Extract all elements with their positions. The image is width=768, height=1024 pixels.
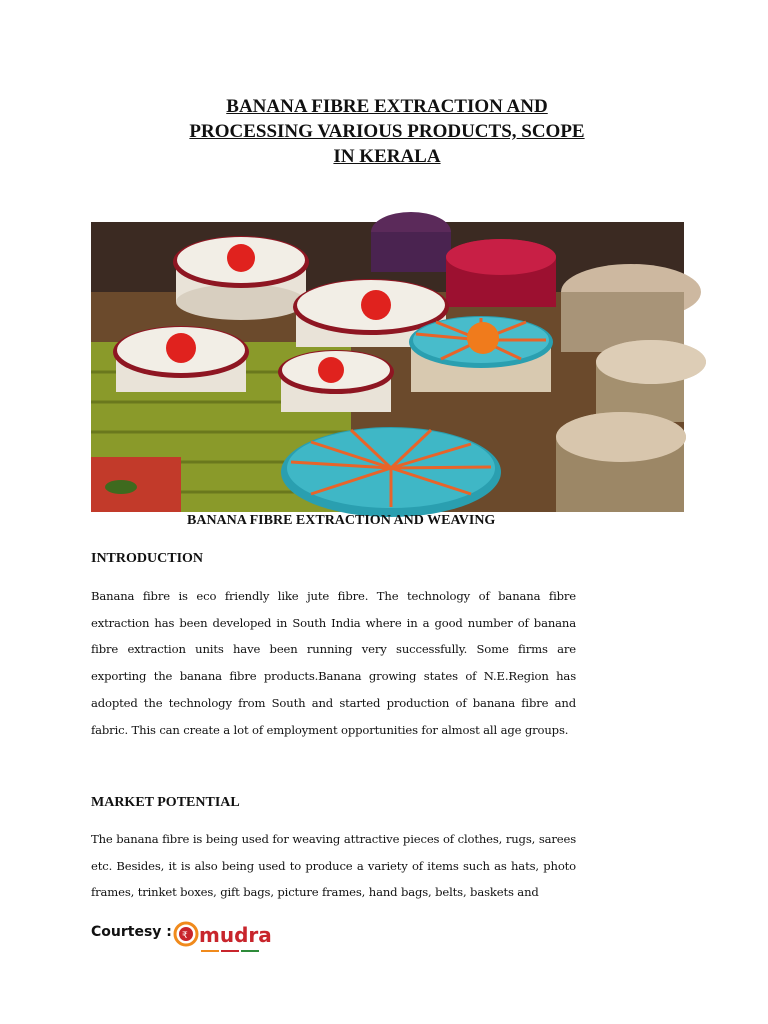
title-line-2: PROCESSING VARIOUS PRODUCTS, SCOPE bbox=[189, 121, 585, 142]
mudra-logo bbox=[173, 908, 272, 960]
svg-text:₹: ₹ bbox=[182, 931, 188, 941]
market-potential-heading: MARKET POTENTIAL bbox=[91, 795, 240, 810]
banana-fibre-boxes-photo bbox=[91, 222, 684, 512]
mudra-logo-text: mudra bbox=[199, 923, 272, 947]
title-line-3: IN KERALA bbox=[333, 146, 441, 167]
introduction-heading: INTRODUCTION bbox=[91, 551, 204, 566]
photo-caption: BANANA FIBRE EXTRACTION AND WEAVING bbox=[187, 513, 496, 528]
courtesy-label: Courtesy : bbox=[91, 924, 172, 940]
introduction-paragraph: Banana fibre is eco friendly like jute fibre. The technology of banana fibre extraction has been developed in South India where in a good number of banana fibre extraction units have been running very successfully. Some firms are exporting the banana fibre products.Banana growing states of N.E.Region has adopted the technology from South and started production of banana fibre and fabric. This can create a lot of employment opportunities for almost all age groups. bbox=[91, 589, 576, 737]
title-line-1: BANANA FIBRE EXTRACTION AND bbox=[226, 96, 548, 117]
document-title bbox=[90, 94, 684, 169]
market-potential-paragraph: The banana fibre is being used for weaving attractive pieces of clothes, rugs, sarees etc. Besides, it is also being used to produce a variety of items such as hats, photo frames, trinket boxes, gift bags, picture frames, hand bags, belts, baskets and bbox=[91, 832, 576, 900]
